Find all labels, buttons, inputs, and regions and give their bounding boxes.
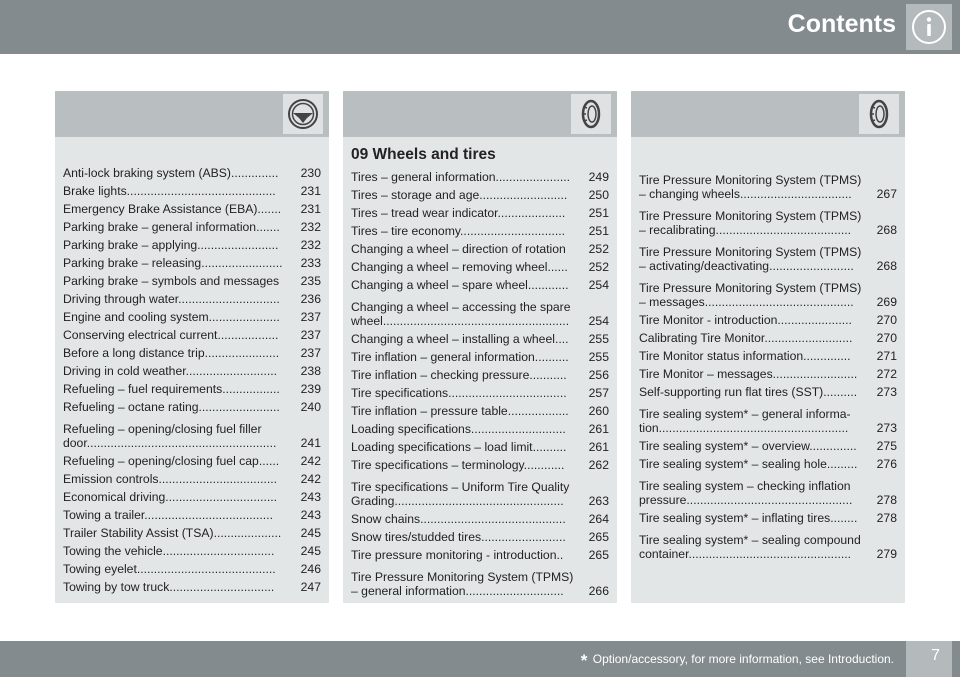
toc-entry-page: 278 (876, 511, 897, 525)
toc-list (351, 144, 609, 602)
tire-icon (859, 94, 899, 134)
toc-entry[interactable] (351, 422, 609, 436)
page-number: 7 (931, 647, 940, 664)
toc-entry-page: 242 (300, 472, 321, 486)
toc-entry-title: Tire inflation – general information.......... (351, 350, 569, 364)
toc-entry[interactable] (639, 529, 897, 561)
toc-entry-title: Tire pressure monitoring - introduction.. (351, 548, 564, 562)
steering-wheel-icon (283, 94, 323, 134)
toc-entry[interactable] (351, 296, 609, 328)
toc-entry-page: 246 (300, 562, 321, 576)
toc-entry-page: 276 (876, 457, 897, 471)
toc-entry-page: 236 (300, 292, 321, 306)
toc-entry-title: Emergency Brake Assistance (EBA)....... (63, 202, 282, 216)
toc-entry-title: Tire inflation – pressure table.................. (351, 404, 569, 418)
toc-entry-title: Tire sealing system – checking inflation pressure................................................. (639, 479, 853, 507)
toc-entry-title: Refueling – opening/closing fuel cap...... (63, 454, 280, 468)
toc-entry[interactable] (63, 562, 321, 576)
toc-entry-title: Economical driving................................. (63, 490, 278, 504)
toc-entry[interactable] (63, 544, 321, 558)
footnote (581, 651, 894, 671)
toc-entry-title: Trailer Stability Assist (TSA).................... (63, 526, 282, 540)
toc-entry-title: Towing a trailer...................................... (63, 508, 273, 522)
toc-entry[interactable] (351, 224, 609, 238)
toc-entry-title: Tires – tread wear indicator.................... (351, 206, 566, 220)
toc-entry[interactable] (63, 454, 321, 468)
toc-entry-title: Changing a wheel – direction of rotation (351, 242, 566, 256)
toc-entry-page: 261 (588, 440, 609, 454)
toc-entry-page: 265 (588, 530, 609, 544)
toc-entry-page: 266 (588, 584, 609, 598)
toc-entry-page: 252 (588, 242, 609, 256)
toc-entry[interactable] (639, 385, 897, 399)
toc-entry[interactable] (63, 472, 321, 486)
toc-entry-page: 260 (588, 404, 609, 418)
column-header (55, 91, 329, 137)
toc-entry[interactable] (351, 278, 609, 292)
toc-entry[interactable] (63, 256, 321, 270)
toc-entry-page: 279 (876, 547, 897, 561)
toc-entry-title: Changing a wheel – spare wheel............ (351, 278, 569, 292)
toc-entry-page: 251 (588, 206, 609, 220)
toc-entry[interactable] (63, 526, 321, 540)
toc-entry[interactable] (63, 490, 321, 504)
toc-entry-title: Snow tires/studded tires......................... (351, 530, 566, 544)
toc-entry-title: Engine and cooling system..................... (63, 310, 280, 324)
header-bar (0, 0, 960, 54)
toc-entry[interactable] (639, 457, 897, 471)
toc-entry-title: Parking brake – symbols and messages (63, 274, 280, 288)
toc-entry[interactable] (351, 458, 609, 472)
toc-entry-title: Tire Pressure Monitoring System (TPMS) – changing wheels................................. (639, 173, 862, 201)
contents-column-3 (631, 91, 905, 603)
toc-entry-title: Parking brake – releasing........................ (63, 256, 283, 270)
toc-entry-title: Tire sealing system* – sealing hole......... (639, 457, 858, 471)
toc-entry-page: 275 (876, 439, 897, 453)
toc-entry[interactable] (63, 166, 321, 180)
toc-entry[interactable] (639, 205, 897, 237)
toc-entry-title: Tire Pressure Monitoring System (TPMS) – messages............................................ (639, 281, 862, 309)
footnote-star: * (580, 651, 588, 670)
toc-entry-title: Driving in cold weather........................... (63, 364, 278, 378)
toc-entry-page: 267 (876, 187, 897, 201)
toc-entry-page: 250 (588, 188, 609, 202)
toc-entry-page: 257 (588, 386, 609, 400)
toc-entry[interactable] (351, 404, 609, 418)
toc-entry-title: Driving through water.............................. (63, 292, 280, 306)
toc-entry-page: 233 (300, 256, 321, 270)
toc-entry[interactable] (63, 202, 321, 216)
toc-entry-title: Parking brake – applying........................ (63, 238, 279, 252)
toc-entry-title: Tire Pressure Monitoring System (TPMS) – activating/deactivating......................... (639, 245, 862, 273)
toc-entry[interactable] (351, 386, 609, 400)
toc-entry-page: 237 (300, 346, 321, 360)
contents-column-1 (55, 91, 329, 603)
toc-entry-title: Tire Pressure Monitoring System (TPMS) – recalibrating........................................ (639, 209, 862, 237)
toc-entry-page: 249 (588, 170, 609, 184)
toc-entry-title: Changing a wheel – removing wheel...... (351, 260, 568, 274)
toc-entry[interactable] (351, 188, 609, 202)
toc-entry-title: Towing eyelet......................................... (63, 562, 276, 576)
toc-entry[interactable] (639, 169, 897, 201)
toc-entry[interactable] (351, 440, 609, 454)
tire-icon (571, 94, 611, 134)
toc-entry-title: Tires – general information...................... (351, 170, 571, 184)
toc-entry-page: 239 (300, 382, 321, 396)
toc-entry-title: Loading specifications – load limit.......... (351, 440, 567, 454)
toc-entry[interactable] (63, 346, 321, 360)
toc-entry-title: Tire specifications – terminology............ (351, 458, 565, 472)
toc-entry[interactable] (639, 511, 897, 525)
toc-entry-page: 243 (300, 490, 321, 504)
toc-entry-page: 268 (876, 223, 897, 237)
toc-entry-title: Tire Pressure Monitoring System (TPMS) – general information............................. (351, 570, 574, 598)
section-title: 09 Wheels and tires (351, 146, 496, 163)
toc-entry-title: Self-supporting run flat tires (SST).......... (639, 385, 858, 399)
toc-entry-title: Tire sealing system* – overview.............. (639, 439, 857, 453)
toc-entry[interactable] (351, 206, 609, 220)
toc-entry[interactable] (351, 332, 609, 346)
toc-entry[interactable] (351, 548, 609, 562)
footnote-text: Option/accessory, for more information, see Introduction. (592, 652, 894, 666)
toc-entry[interactable] (639, 331, 897, 345)
toc-entry-title: Tires – tire economy............................... (351, 224, 566, 238)
toc-entry-page: 245 (300, 544, 321, 558)
toc-entry[interactable] (639, 313, 897, 327)
toc-entry-title: Brake lights............................................ (63, 184, 276, 198)
contents-column-2 (343, 91, 617, 603)
toc-entry-page: 261 (588, 422, 609, 436)
toc-entry-page: 251 (588, 224, 609, 238)
toc-entry-page: 232 (300, 220, 321, 234)
toc-entry-title: Tire Monitor status information.............. (639, 349, 851, 363)
toc-entry-title: Conserving electrical current.................. (63, 328, 279, 342)
toc-entry-title: Tire Monitor – messages......................... (639, 367, 858, 381)
toc-entry-title: Tire inflation – checking pressure........... (351, 368, 567, 382)
toc-entry-title: Tire sealing system* – general informa- tion........................................................ (639, 407, 851, 435)
toc-entry-page: 263 (588, 494, 609, 508)
toc-entry-title: Tire Monitor - introduction...................... (639, 313, 852, 327)
toc-entry[interactable] (63, 310, 321, 324)
toc-entry[interactable] (63, 382, 321, 396)
toc-entry-page: 237 (300, 310, 321, 324)
toc-entry[interactable] (351, 476, 609, 508)
toc-entry[interactable] (63, 328, 321, 342)
toc-entry[interactable] (639, 277, 897, 309)
toc-entry-page: 272 (876, 367, 897, 381)
toc-entry-page: 235 (300, 274, 321, 288)
toc-entry-page: 271 (876, 349, 897, 363)
toc-entry-page: 240 (300, 400, 321, 414)
toc-entry[interactable] (351, 512, 609, 526)
toc-entry-title: Tire specifications................................... (351, 386, 567, 400)
toc-entry[interactable] (351, 350, 609, 364)
toc-entry-page: 232 (300, 238, 321, 252)
toc-entry-page: 273 (876, 385, 897, 399)
toc-entry-page: 270 (876, 331, 897, 345)
toc-entry[interactable] (351, 530, 609, 544)
toc-entry[interactable] (639, 349, 897, 363)
toc-entry-page: 265 (588, 548, 609, 562)
toc-list (639, 169, 897, 565)
toc-entry-page: 264 (588, 512, 609, 526)
toc-entry[interactable] (63, 184, 321, 198)
toc-entry-title: Refueling – octane rating........................ (63, 400, 280, 414)
toc-entry-page: 231 (300, 184, 321, 198)
toc-entry-title: Tire sealing system* – inflating tires........ (639, 511, 858, 525)
toc-entry[interactable] (639, 241, 897, 273)
toc-entry[interactable] (639, 367, 897, 381)
toc-entry-page: 238 (300, 364, 321, 378)
toc-entry-title: Tire specifications – Uniform Tire Quality Grading.................................................. (351, 480, 570, 508)
toc-entry[interactable] (63, 418, 321, 450)
toc-entry[interactable] (351, 242, 609, 256)
toc-entry-page: 268 (876, 259, 897, 273)
toc-entry-title: Anti-lock braking system (ABS).............. (63, 166, 279, 180)
toc-entry-page: 254 (588, 314, 609, 328)
toc-entry[interactable] (639, 403, 897, 435)
toc-entry-page: 242 (300, 454, 321, 468)
toc-list (63, 166, 321, 598)
toc-entry-page: 278 (876, 493, 897, 507)
info-icon (906, 4, 952, 50)
toc-entry-title: Before a long distance trip...................... (63, 346, 280, 360)
toc-entry[interactable] (63, 580, 321, 594)
toc-entry-page: 256 (588, 368, 609, 382)
toc-entry-title: Towing the vehicle................................. (63, 544, 275, 558)
toc-entry-page: 269 (876, 295, 897, 309)
toc-entry-title: Changing a wheel – installing a wheel.... (351, 332, 569, 346)
toc-entry-title: Loading specifications............................ (351, 422, 566, 436)
toc-entry-title: Changing a wheel – accessing the spare wheel....................................................... (351, 300, 571, 328)
toc-entry-page: 262 (588, 458, 609, 472)
toc-entry-page: 231 (300, 202, 321, 216)
toc-entry-page: 270 (876, 313, 897, 327)
toc-entry[interactable] (63, 400, 321, 414)
page-number-box (906, 641, 952, 677)
toc-entry[interactable] (63, 508, 321, 522)
toc-entry-title: Refueling – fuel requirements................. (63, 382, 280, 396)
column-header (343, 91, 617, 137)
toc-entry-title: Tire sealing system* – sealing compound container................................................ (639, 533, 861, 561)
toc-entry-page: 243 (300, 508, 321, 522)
column-header (631, 91, 905, 137)
toc-entry[interactable] (63, 238, 321, 252)
toc-entry-page: 255 (588, 332, 609, 346)
toc-entry-page: 237 (300, 328, 321, 342)
footer-bar (0, 641, 960, 677)
toc-entry-title: Refueling – opening/closing fuel filler door........................................................ (63, 422, 277, 450)
toc-entry[interactable] (639, 439, 897, 453)
toc-entry-page: 247 (300, 580, 321, 594)
toc-entry-title: Towing by tow truck............................... (63, 580, 275, 594)
toc-entry-page: 255 (588, 350, 609, 364)
toc-entry-page: 254 (588, 278, 609, 292)
toc-entry-page: 252 (588, 260, 609, 274)
toc-entry[interactable] (351, 170, 609, 184)
toc-entry-title: Snow chains........................................... (351, 512, 566, 526)
toc-entry[interactable] (351, 566, 609, 598)
page-title: Contents (787, 10, 896, 38)
toc-entry[interactable] (351, 260, 609, 274)
toc-entry-page: 230 (300, 166, 321, 180)
toc-entry[interactable] (351, 368, 609, 382)
toc-entry-page: 273 (876, 421, 897, 435)
toc-entry[interactable] (63, 274, 321, 288)
toc-entry-title: Calibrating Tire Monitor.......................... (639, 331, 853, 345)
toc-entry-title: Tires – storage and age.......................... (351, 188, 568, 202)
toc-entry-page: 241 (300, 436, 321, 450)
toc-entry[interactable] (63, 220, 321, 234)
toc-entry[interactable] (63, 292, 321, 306)
toc-entry[interactable] (63, 364, 321, 378)
toc-entry-title: Parking brake – general information....... (63, 220, 280, 234)
toc-entry-page: 245 (300, 526, 321, 540)
toc-entry-title: Emission controls................................... (63, 472, 278, 486)
toc-entry[interactable] (639, 475, 897, 507)
